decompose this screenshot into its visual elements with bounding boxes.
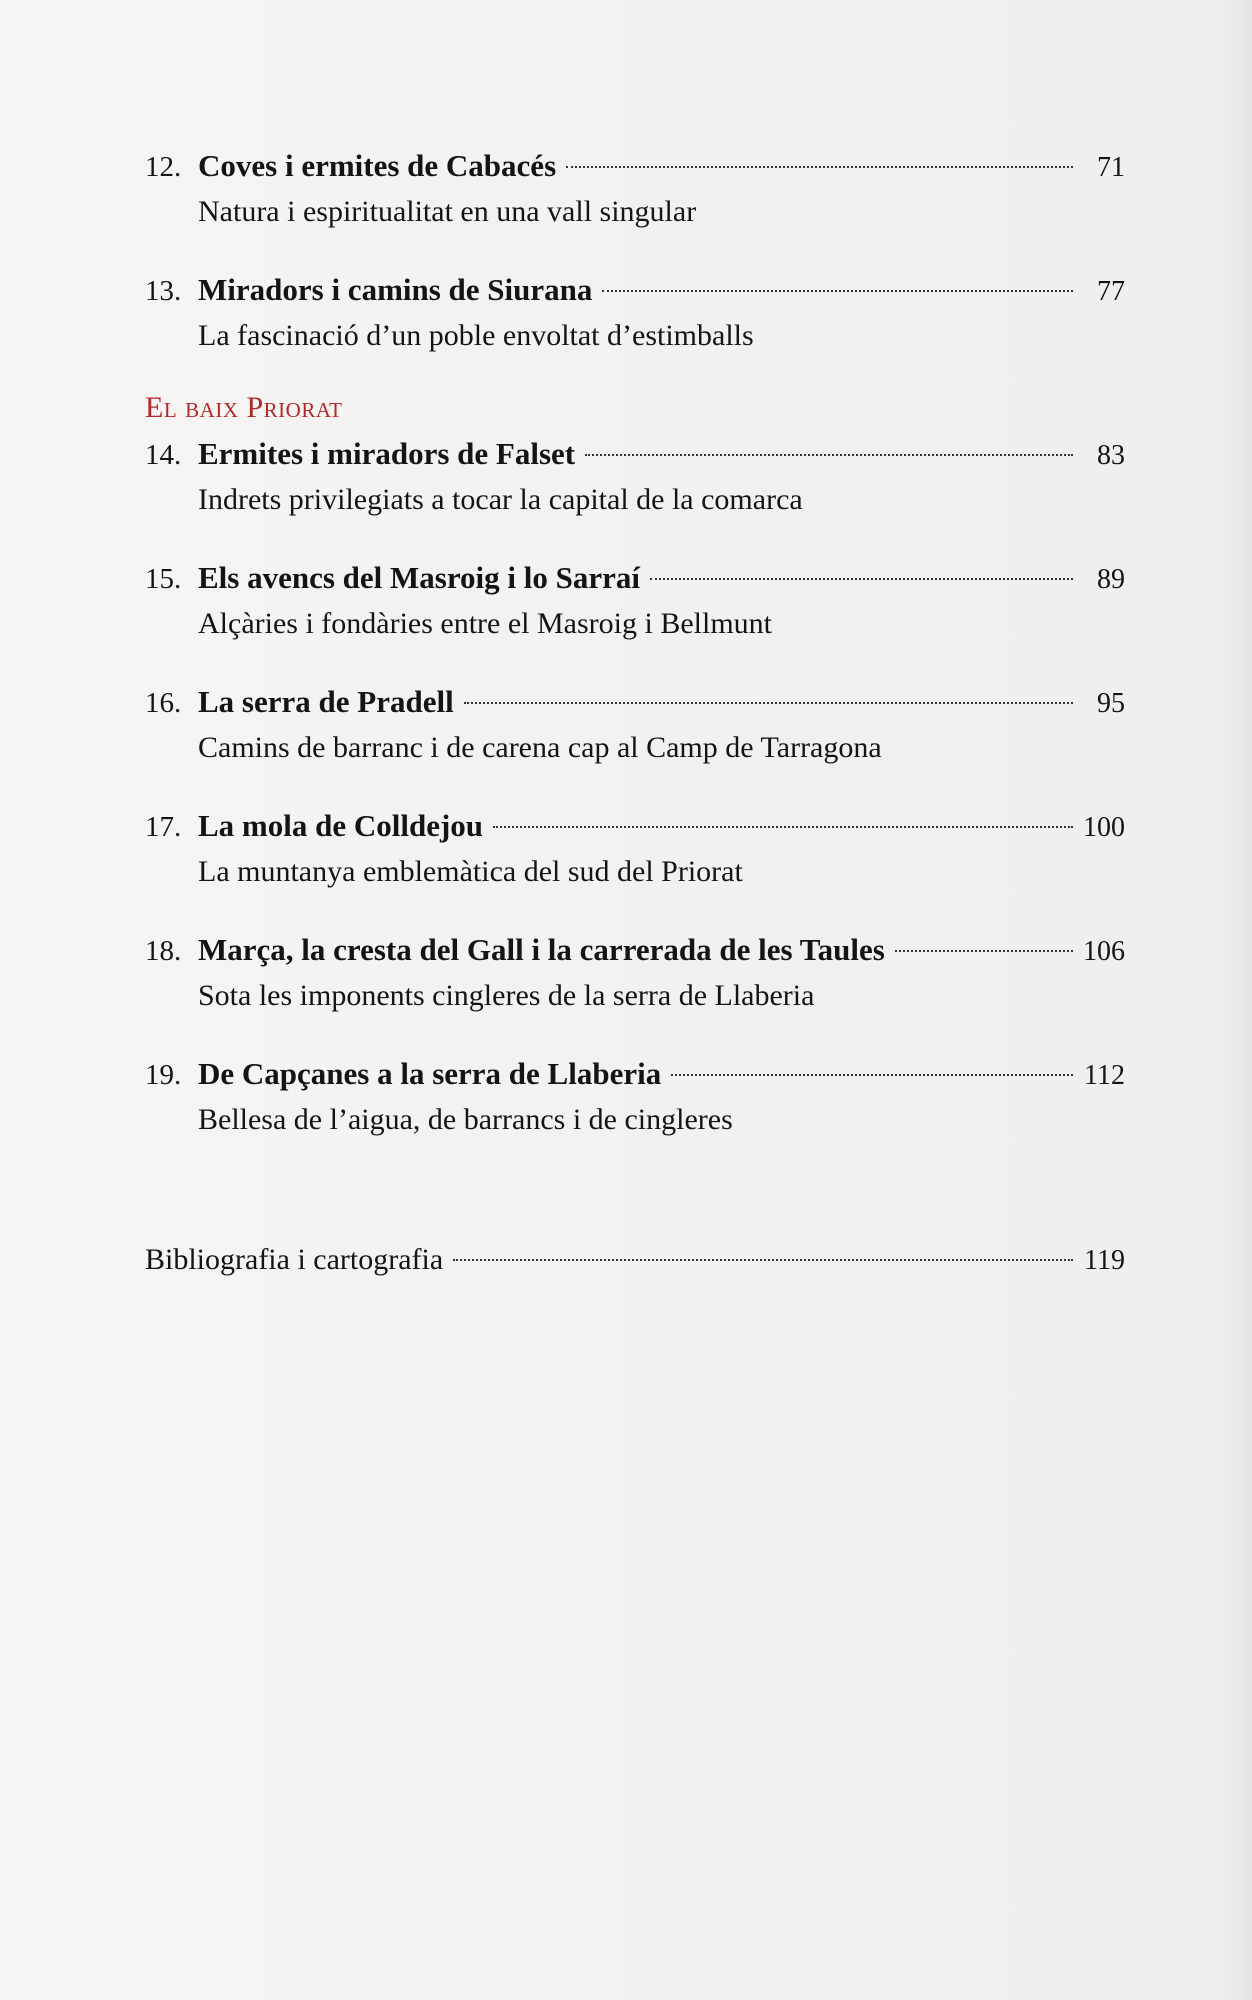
entry-number: 12. xyxy=(145,151,182,183)
entry-number: 17. xyxy=(145,811,182,843)
entry-subtitle: La fascinació d’un poble envoltat d’estimballs xyxy=(198,319,754,352)
dot-leader xyxy=(650,578,1073,580)
entry-title: Coves i ermites de Cabacés xyxy=(198,148,557,183)
entry-subtitle: Indrets privilegiats a tocar la capital de la comarca xyxy=(198,483,803,516)
toc-entry-bibliography xyxy=(145,1234,1125,1286)
entry-subtitle: Bellesa de l’aigua, de barrancs i de cingleres xyxy=(198,1103,733,1136)
toc-entry-12 xyxy=(145,140,1125,232)
toc-entry-13 xyxy=(145,264,1125,356)
dot-leader xyxy=(453,1259,1073,1261)
entry-number: 14. xyxy=(145,439,182,471)
entry-subtitle: Camins de barranc i de carena cap al Camp de Tarragona xyxy=(198,731,882,764)
entry-number: 15. xyxy=(145,563,182,595)
entry-page-number: 100 xyxy=(1083,812,1125,843)
dot-leader xyxy=(493,826,1073,828)
entry-page-number: 71 xyxy=(1097,152,1125,183)
toc-entry-17 xyxy=(145,800,1125,892)
entry-subtitle: La muntanya emblemàtica del sud del Priorat xyxy=(198,855,743,888)
entry-page-number: 89 xyxy=(1097,564,1125,595)
entry-page-number: 95 xyxy=(1097,688,1125,719)
entry-page-number: 77 xyxy=(1097,276,1125,307)
table-of-contents xyxy=(145,140,1125,1318)
toc-entry-18 xyxy=(145,924,1125,1016)
entry-number: 13. xyxy=(145,275,182,307)
entry-title: Bibliografia i cartografia xyxy=(145,1243,444,1276)
dot-leader xyxy=(585,454,1073,456)
toc-entry-19 xyxy=(145,1048,1125,1140)
entry-title: Marça, la cresta del Gall i la carrerada de les Taules xyxy=(198,932,885,967)
entry-title: Els avencs del Masroig i lo Sarraí xyxy=(198,560,641,595)
entry-subtitle: Sota les imponents cingleres de la serra de Llaberia xyxy=(198,979,815,1012)
entry-title: De Capçanes a la serra de Llaberia xyxy=(198,1056,662,1091)
dot-leader xyxy=(671,1074,1073,1076)
entry-number: 18. xyxy=(145,935,182,967)
section-heading: El baix Priorat xyxy=(145,391,343,424)
entry-page-number: 106 xyxy=(1083,936,1125,967)
entry-title: La mola de Colldejou xyxy=(198,808,484,843)
toc-entry-16 xyxy=(145,676,1125,768)
entry-page-number: 112 xyxy=(1084,1060,1125,1091)
dot-leader xyxy=(566,166,1073,168)
dot-leader xyxy=(602,290,1073,292)
entry-number: 16. xyxy=(145,687,182,719)
entry-title: La serra de Pradell xyxy=(198,684,454,719)
entry-subtitle: Natura i espiritualitat en una vall singular xyxy=(198,195,697,228)
entry-number: 19. xyxy=(145,1059,182,1091)
entry-page-number: 119 xyxy=(1084,1245,1125,1276)
entry-title: Miradors i camins de Siurana xyxy=(198,272,593,307)
dot-leader xyxy=(895,950,1073,952)
toc-entry-15 xyxy=(145,552,1125,644)
toc-entry-14 xyxy=(145,428,1125,520)
dot-leader xyxy=(464,702,1073,704)
entry-subtitle: Alçàries i fondàries entre el Masroig i Bellmunt xyxy=(198,607,772,640)
entry-title: Ermites i miradors de Falset xyxy=(198,436,576,471)
entry-page-number: 83 xyxy=(1097,440,1125,471)
